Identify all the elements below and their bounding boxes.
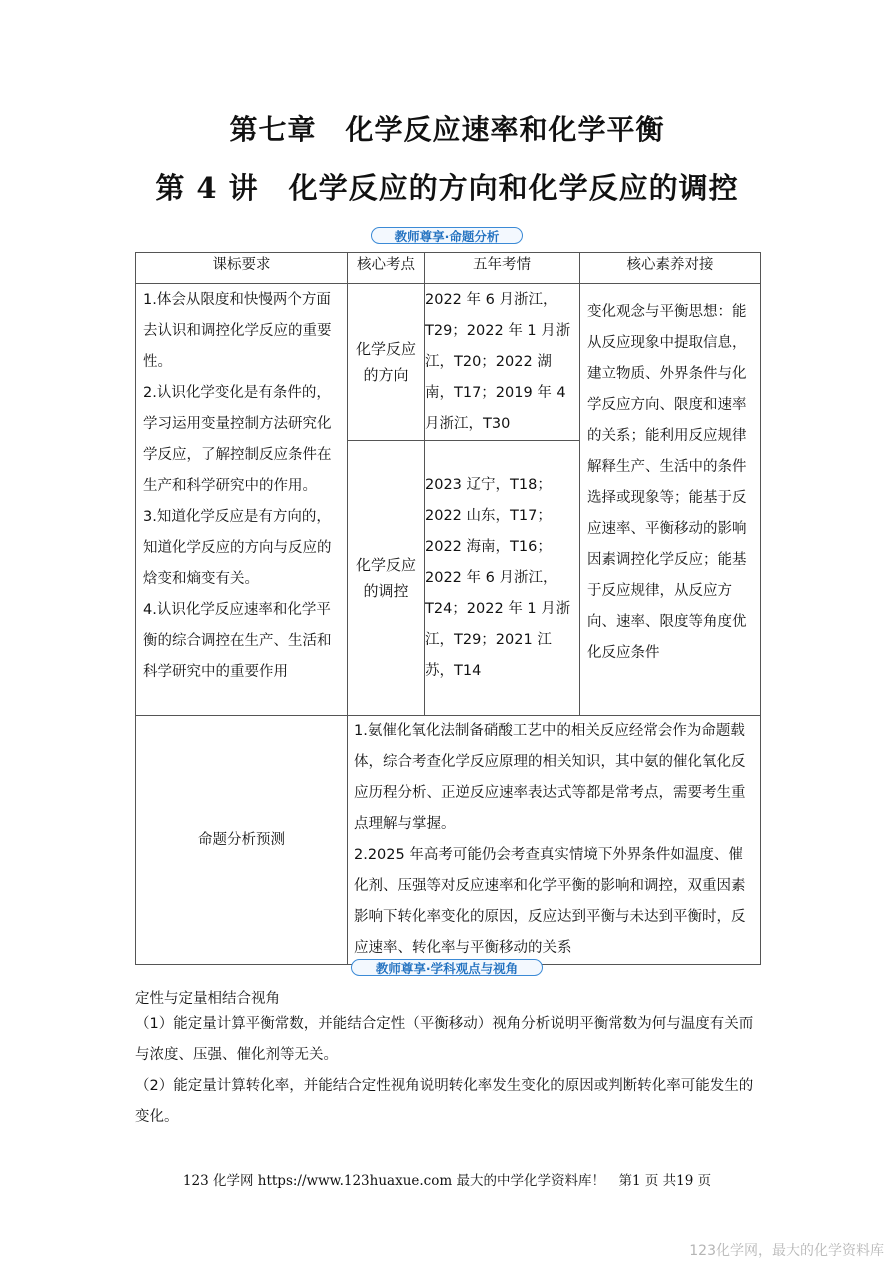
table-row [136,284,761,441]
prediction-item: 1.氨催化氧化法制备硝酸工艺中的相关反应经常会作为命题载体，综合考查化学反应原理的相关知识，其中氨的催化氧化反应历程分析、正逆反应速率表达式等都是常考点，需要考生重点理解与掌握。 [354,723,746,832]
point-direction: 化学反应的方向 [348,284,425,441]
point-regulation: 化学反应的调控 [348,441,425,716]
lecture-title: 第 4 讲 化学反应的方向和化学反应的调控 [155,171,739,205]
page-footer: 123 化学网 https://www.123huaxue.com 最大的中学化学资料库！ 第1 页 共19 页 [182,1173,712,1189]
years-direction: 2022 年 6 月浙江，T29；2022 年 1 月浙江，T20；2022 湖南，T17；2019 年 4 月浙江，T30 [425,284,580,441]
table-header-row [136,253,761,284]
requirement-item: 4.认识化学反应速率和化学平衡的综合调控在生产、生活和科学研究中的重要作用 [143,602,332,680]
header-literacy: 核心素养对接 [580,253,761,284]
prediction-cell [348,716,761,965]
requirement-item: 2.认识化学变化是有条件的，学习运用变量控制方法研究化学反应，了解控制反应条件在生产和科学研究中的作用。 [143,385,332,494]
prediction-label: 命题分析预测 [136,716,348,965]
perspective-title: 定性与定量相结合视角 [135,991,280,1007]
prediction-item: 2.2025 年高考可能仍会考查真实情境下外界条件如温度、催化剂、压强等对反应速率和化学平衡的影响和调控，双重因素影响下转化率变化的原因，反应达到平衡与未达到平衡时，反应速率、转化率与平衡移动的关系 [354,847,746,956]
requirement-item: 1.体会从限度和快慢两个方面去认识和调控化学反应的重要性。 [143,292,332,370]
years-regulation: 2023 辽宁，T18；2022 山东，T17；2022 海南，T16；2022 年 6 月浙江，T24；2022 年 1 月浙江，T29；2021 江苏，T14 [425,441,580,716]
exam-analysis-table [135,252,761,965]
chapter-title: 第七章 化学反应速率和化学平衡 [229,113,665,146]
perspective-item: （1）能定量计算平衡常数，并能结合定性（平衡移动）视角分析说明平衡常数为何与温度有关而与浓度、压强、催化剂等无关。 [135,1016,754,1063]
table-row [136,716,761,965]
teacher-banner-analysis: 教师尊享·命题分析 [371,227,523,244]
header-points: 核心考点 [348,253,425,284]
watermark: 123化学网，最大的化学资料库 [689,1243,884,1259]
literacy-cell: 变化观念与平衡思想：能从反应现象中提取信息，建立物质、外界条件与化学反应方向、限度和速率的关系；能利用反应规律解释生产、生活中的条件选择或现象等；能基于反应速率、平衡移动的影响因素调控化学反应；能基于反应规律，从反应方向、速率、限度等角度优化反应条件 [580,284,761,716]
perspective-item: （2）能定量计算转化率，并能结合定性视角说明转化率发生变化的原因或判断转化率可能发生的变化。 [135,1078,754,1125]
requirement-item: 3.知道化学反应是有方向的，知道化学反应的方向与反应的焓变和熵变有关。 [143,509,332,587]
header-years: 五年考情 [425,253,580,284]
teacher-banner-perspective: 教师尊享·学科观点与视角 [351,959,543,976]
requirements-cell [136,284,348,716]
header-requirements: 课标要求 [136,253,348,284]
